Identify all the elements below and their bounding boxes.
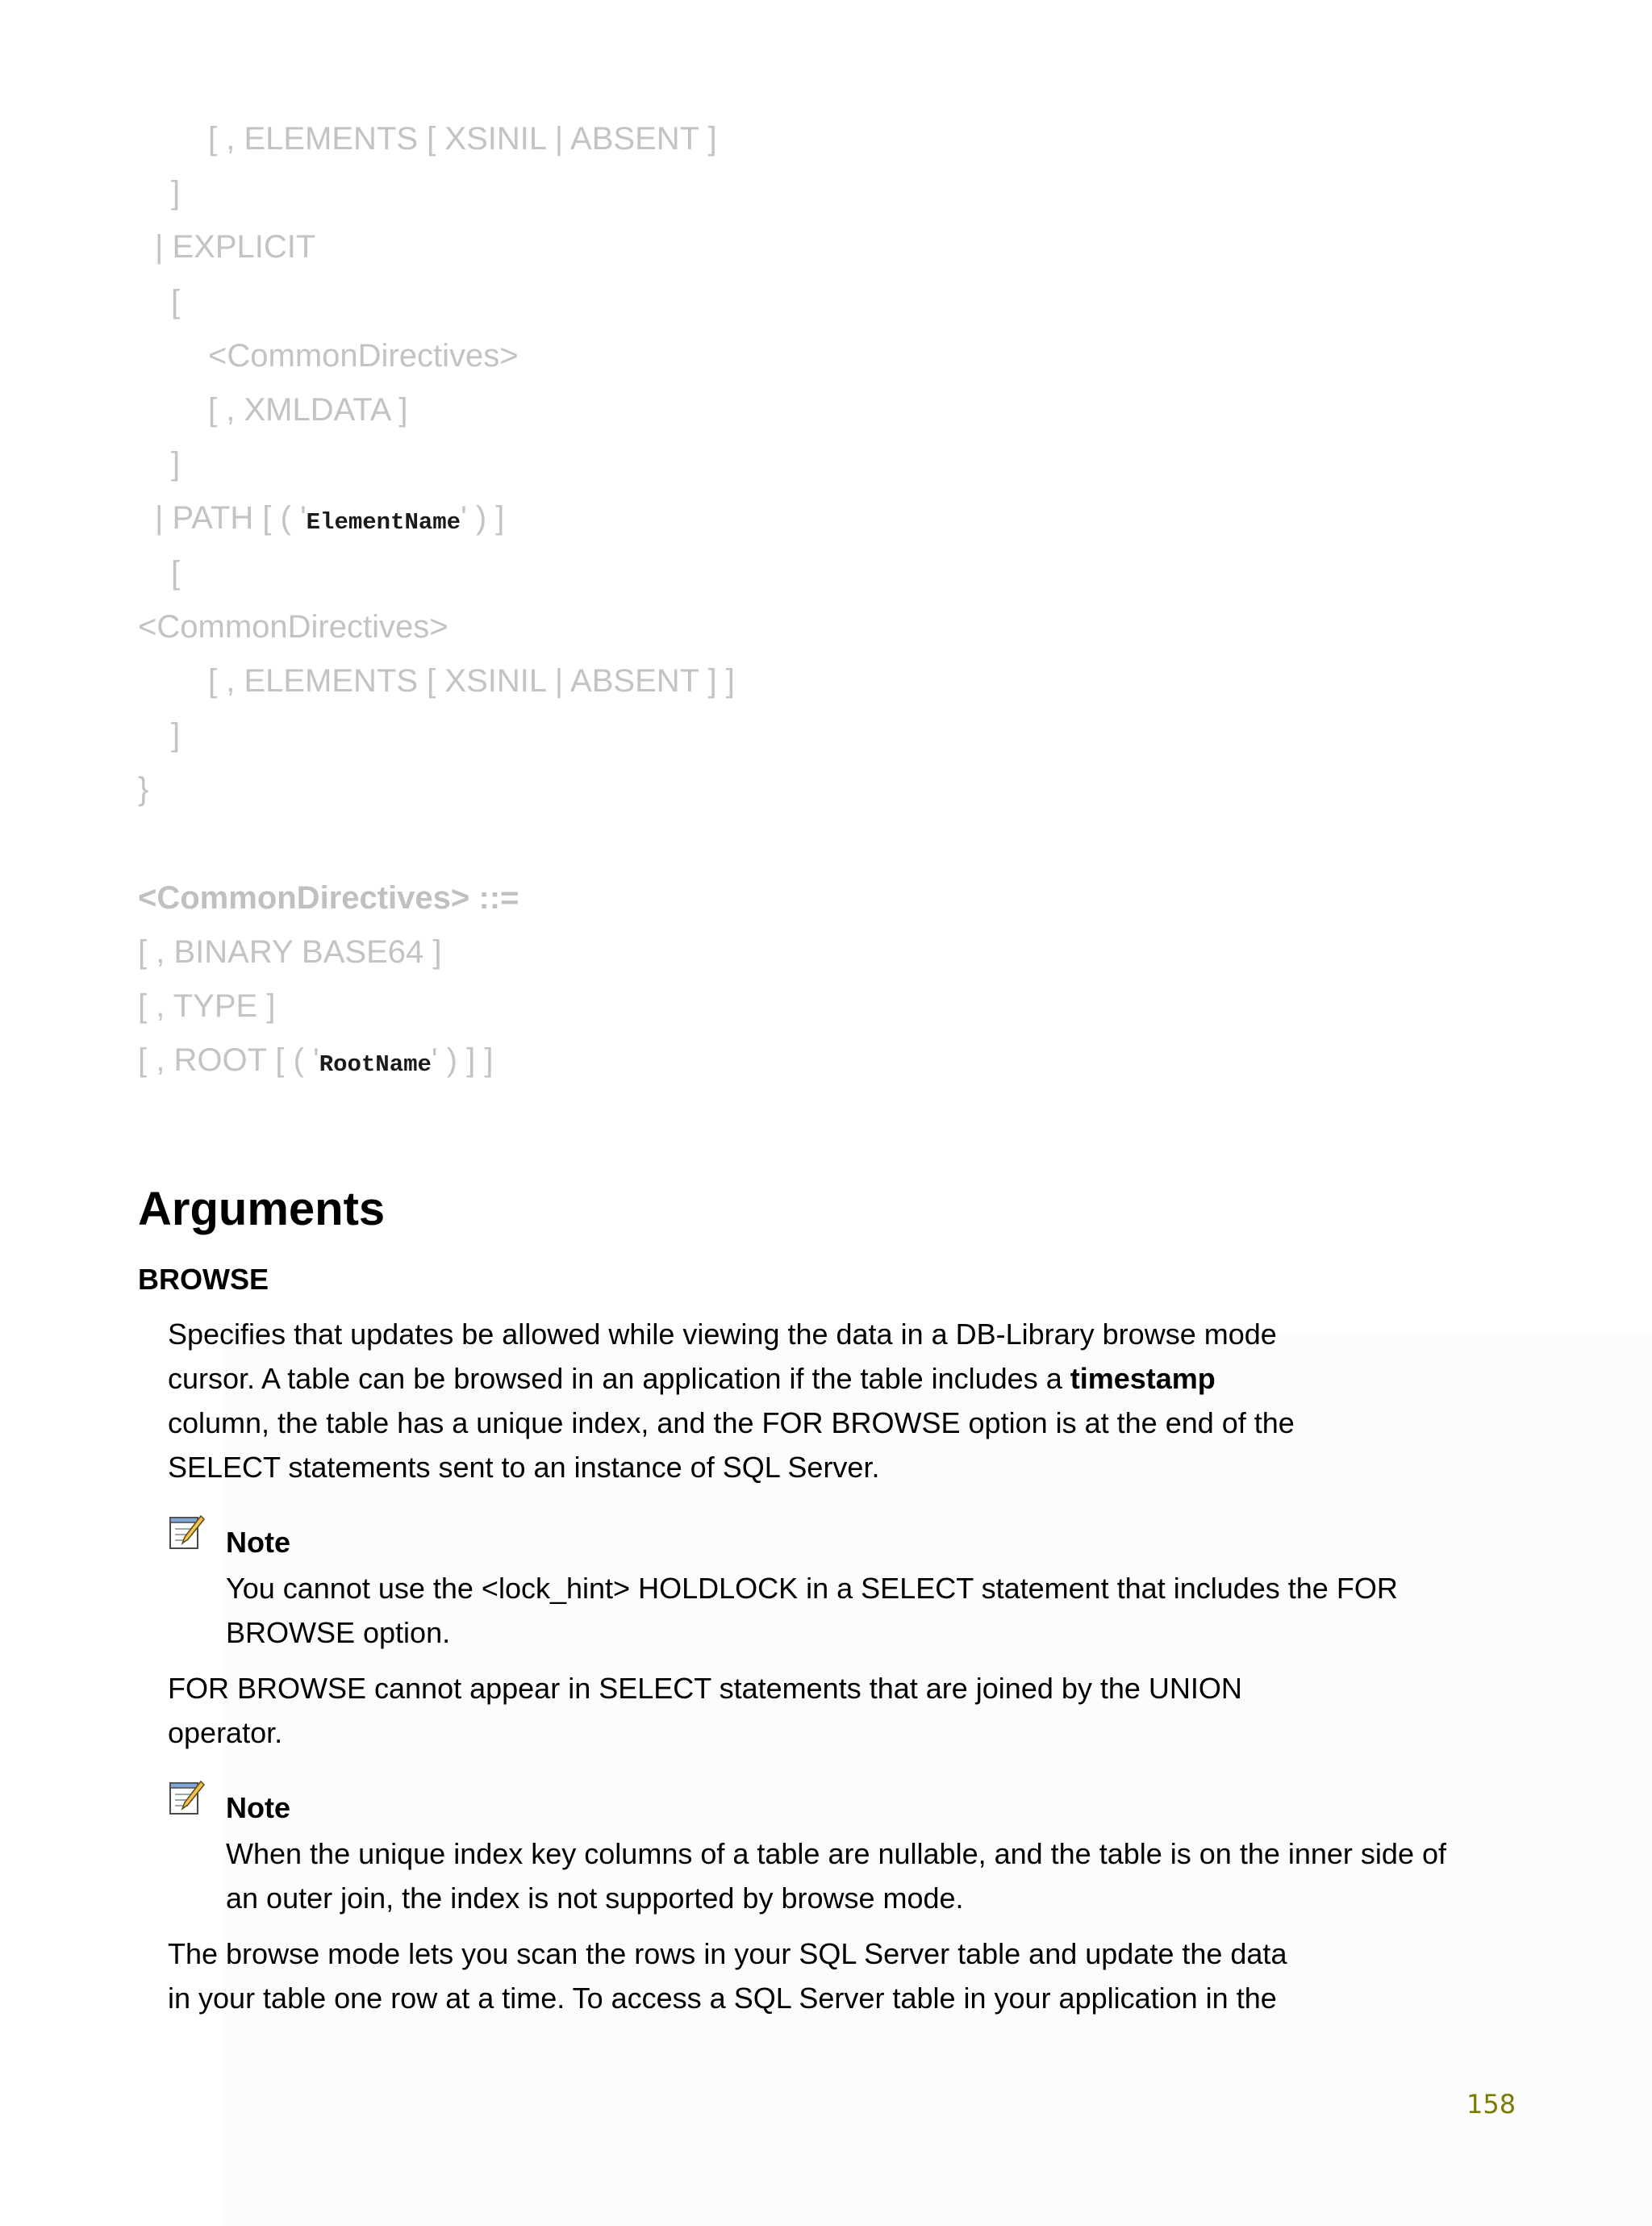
timestamp-keyword: timestamp (1070, 1362, 1216, 1395)
syntax-line: ] (171, 446, 181, 482)
note-body: When the unique index key columns of a table are nullable, and the table is on the inner side of an outer join, the index is not supported by browse mode. (226, 1837, 1446, 1915)
text: Specifies that updates be allowed while viewing the data in a DB-Library browse mode cursor. A table can be browsed in an application if the table includes a (168, 1318, 1277, 1395)
syntax-line: | EXPLICIT (155, 229, 316, 265)
common-directives-header: <CommonDirectives> ::= (138, 880, 519, 916)
argument-term: BROWSE (138, 1263, 269, 1296)
element-name-arg: ElementName (306, 509, 461, 536)
syntax-line: <CommonDirectives> (208, 338, 519, 374)
syntax-line: ] (171, 175, 181, 211)
note-title: Note (226, 1526, 290, 1559)
syntax-line: [ , ELEMENTS [ XSINIL | ABSENT ] ] (208, 663, 735, 699)
note-icon (167, 1513, 206, 1552)
page-number: 158 (1466, 2089, 1516, 2120)
syntax-line: [ (171, 555, 181, 591)
syntax-text: [ , ROOT [ ( ' (138, 1042, 319, 1078)
syntax-line: [ , ELEMENTS [ XSINIL | ABSENT ] (208, 121, 717, 157)
syntax-line: [ (171, 284, 181, 319)
union-restriction-text: FOR BROWSE cannot appear in SELECT statements that are joined by the UNION operator. (168, 1672, 1242, 1749)
browse-mode-description: The browse mode lets you scan the rows in your SQL Server table and update the data in your table one row at a time. To access a SQL Server table in your application in the (168, 1937, 1287, 2015)
browse-description (168, 1312, 1313, 1489)
text: column, the table has a unique index, and the FOR BROWSE option is at the end of the SELECT statements sent to an instance of SQL Server. (168, 1406, 1295, 1484)
section-title: Arguments (138, 1183, 386, 1235)
syntax-text: ' ) ] ] (431, 1042, 494, 1078)
note-body: You cannot use the <lock_hint> HOLDLOCK in a SELECT statement that includes the FOR BROWSE option. (226, 1572, 1398, 1649)
root-name-arg: RootName (319, 1051, 432, 1078)
syntax-line-root (138, 1044, 493, 1076)
syntax-line: [ , XMLDATA ] (208, 392, 408, 428)
syntax-text: | PATH [ ( ' (155, 500, 307, 536)
syntax-line: } (138, 771, 149, 807)
syntax-line-path (155, 502, 504, 534)
note-icon (167, 1778, 206, 1817)
syntax-line: <CommonDirectives> (138, 609, 448, 645)
syntax-line: ] (171, 717, 181, 753)
note-title: Note (226, 1791, 290, 1824)
syntax-line: [ , TYPE ] (138, 988, 276, 1024)
syntax-line: [ , BINARY BASE64 ] (138, 934, 442, 970)
syntax-text: ' ) ] (461, 500, 505, 536)
